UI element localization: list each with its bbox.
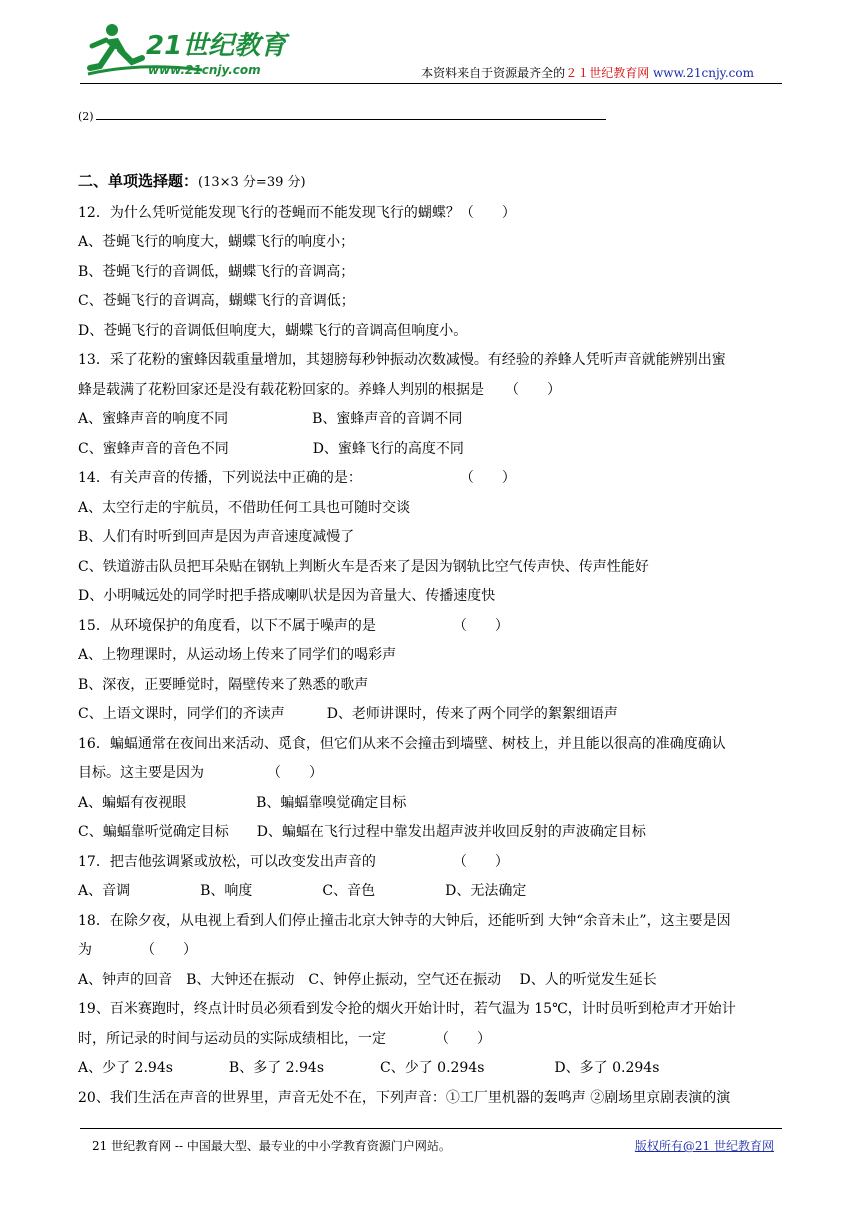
question-line: C、上语文课时，同学们的齐读声 D、老师讲课时，传来了两个同学的絮絮细语声 [78,706,618,722]
question-line: D、小明喊远处的同学时把手搭成喇叭状是因为音量大、传播速度快 [78,588,496,604]
section-heading [78,171,798,193]
question-line: C、蝙蝠靠听觉确定目标 D、蝙蝠在飞行过程中靠发出超声波并收回反射的声波确定目标 [78,824,646,840]
site-logo [82,18,292,82]
source-name: ２１世纪教育网 [565,66,650,80]
question-line: 13．采了花粉的蜜蜂因载重量增加，其翅膀每秒钟振动次数减慢。有经验的养蜂人凭听声音就能辨别出蜜 [78,352,726,368]
question-line: C、蜜蜂声音的音色不同 D、蜜蜂飞行的高度不同 [78,441,464,457]
logo-url: www.21cnjy.com [148,63,261,77]
header-divider [80,83,782,84]
footer-divider [80,1128,782,1129]
question-line: A、上物理课时，从运动场上传来了同学们的喝彩声 [78,647,397,663]
question-line: 19、百米赛跑时，终点计时员必须看到发令抢的烟火开始计时，若气温为 15℃，计时员听到枪声才开始计 [78,1001,736,1017]
question-line: A、少了 2.94s B、多了 2.94s C、少了 0.294s D、多了 0.294s [78,1060,660,1076]
question-line: B、人们有时听到回声是因为声音速度减慢了 [78,529,355,545]
question-line: B、深夜，正要睡觉时，隔壁传来了熟悉的歌声 [78,677,369,693]
answer-blank-row [78,105,798,127]
question-line: A、钟声的回音 B、大钟还在振动 C、钟停止振动，空气还在振动 D、人的听觉发生延长 [78,972,657,988]
question-line: C、铁道游击队员把耳朵贴在钢轨上判断火车是否来了是因为钢轨比空气传声快、传声性能好 [78,559,649,575]
section-title: 二、单项选择题： [78,172,199,190]
question-line: 目标。这主要是因为 （ ） [78,765,323,781]
question-line: 15．从环境保护的角度看，以下不属于噪声的是 （ ） [78,618,509,634]
question-line: A、音调 B、响度 C、音色 D、无法确定 [78,883,527,899]
question-line: A、苍蝇飞行的响度大，蝴蝶飞行的响度小； [78,234,355,250]
question-line: 时，所记录的时间与运动员的实际成绩相比，一定 （ ） [78,1031,491,1047]
question-line: 12．为什么凭听觉能发现飞行的苍蝇而不能发现飞行的蝴蝶？（ ） [78,205,516,221]
question-line: 17．把吉他弦调紧或放松，可以改变发出声音的 （ ） [78,854,509,870]
question-line: A、太空行走的宇航员，不借助任何工具也可随时交谈 [78,500,411,516]
question-line: A、蜜蜂声音的响度不同 B、蜜蜂声音的音调不同 [78,411,463,427]
question-line: 为 （ ） [78,942,197,958]
question-line: 14．有关声音的传播，下列说法中正确的是： （ ） [78,470,516,486]
question-line: A、蝙蝠有夜视眼 B、蝙蝠靠嗅觉确定目标 [78,795,407,811]
logo-wordmark: 21世纪教育 [146,31,287,61]
source-prefix: 本资料来自于资源最齐全的 [421,66,566,80]
question-line: B、苍蝇飞行的音调低，蝴蝶飞行的音调高； [78,264,355,280]
question-line: D、苍蝇飞行的音调低但响度大，蝴蝶飞行的音调高但响度小。 [78,323,468,339]
section-score-note: (13×3 分=39 分) [198,175,306,190]
question-line: C、苍蝇飞行的音调高，蝴蝶飞行的音调低； [78,293,355,309]
header-source [421,64,754,81]
blank-label: (2) [78,110,94,123]
question-line: 18．在除夕夜，从电视上看到人们停止撞击北京大钟寺的大钟后，还能听到 大钟“余音未止”，这主要是因 [78,913,731,929]
question-line: 20、我们生活在声音的世界里，声音无处不在，下列声音：①工厂里机器的轰鸣声 ②剧场里京剧表演的演 [78,1090,731,1106]
question-line: 16．蝙蝠通常在夜间出来活动、觅食，但它们从来不会撞击到墙壁、树枝上，并且能以很高的准确度确认 [78,736,726,752]
question-line: 蜂是载满了花粉回家还是没有载花粉回家的。养蜂人判别的根据是 （ ） [78,382,561,398]
footer-copyright-link[interactable]: 版权所有@21 世纪教育网 [634,1139,774,1153]
footer-tagline: 21 世纪教育网 -- 中国最大型、最专业的中小学教育资源门户网站。 [92,1139,451,1153]
source-url-link[interactable]: www.21cnjy.com [653,66,754,80]
answer-blank-line[interactable] [96,105,606,120]
